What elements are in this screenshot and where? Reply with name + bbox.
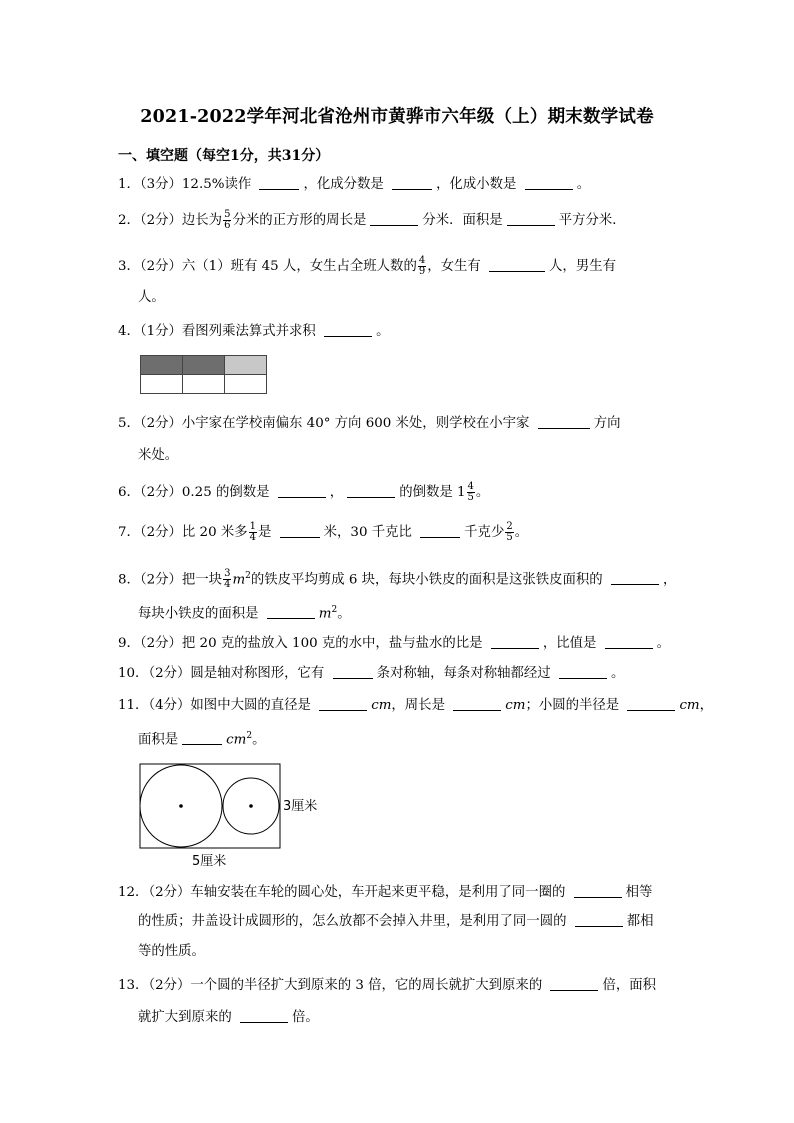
question-13: 13．（2分）一个圆的半径扩大到原来的 3 倍，它的周长就扩大到原来的 倍，面积 [118, 978, 657, 993]
answer-blank[interactable] [333, 664, 373, 679]
answer-blank[interactable] [182, 730, 222, 745]
bottom-label: 5厘米 [192, 854, 227, 869]
answer-blank[interactable] [370, 211, 418, 226]
fraction: $\frac{4}{5}$ [467, 481, 474, 503]
answer-blank[interactable] [575, 912, 623, 927]
large-circle-center [179, 804, 183, 808]
answer-blank[interactable] [525, 175, 573, 190]
question-8-cont: 每块小铁皮的面积是 $m^2$。 [138, 605, 351, 622]
question-12: 12．（2分）车轴安装在车轮的圆心处，车开起来更平稳，是利用了同一圈的 相等 [118, 885, 653, 900]
question-3: 3．（2分）六（1）班有 45 人，女生占全班人数的 $\frac{4}{9}$ ，女生有 人，男生有 [118, 255, 616, 277]
fraction: $\frac{4}{9}$ [418, 255, 426, 277]
question-7: 7．（2分）比 20 米多 $\frac{1}{4}$ 是 米，30 千克比 千克少 $\frac{2}{5}$ 。 [118, 521, 529, 543]
small-circle-center [249, 804, 253, 808]
answer-blank[interactable] [605, 634, 653, 649]
fraction: $\frac{1}{4}$ [249, 521, 256, 543]
answer-blank[interactable] [611, 570, 659, 585]
circles-figure [138, 762, 338, 868]
light-cell [224, 355, 267, 375]
fraction: $\frac{3}{4}$ [224, 568, 231, 591]
answer-blank[interactable] [574, 883, 622, 898]
question-10: 10．（2分）圆是轴对称图形，它有 条对称轴，每条对称轴都经过 。 [118, 666, 625, 681]
answer-blank[interactable] [392, 175, 432, 190]
empty-cell [182, 374, 225, 394]
answer-blank[interactable] [507, 211, 555, 226]
empty-cell [140, 374, 183, 394]
answer-blank[interactable] [627, 696, 675, 711]
fraction: $\frac{5}{6}$ [224, 209, 231, 231]
answer-blank[interactable] [420, 523, 460, 538]
page-title: 2021-2022学年河北省沧州市黄骅市六年级（上）期末数学试卷 [140, 107, 654, 127]
section-heading: 一、填空题（每空1分，共31分） [118, 148, 330, 164]
empty-cell [224, 374, 267, 394]
question-5-cont: 米处。 [138, 448, 179, 463]
answer-blank[interactable] [550, 976, 598, 991]
answer-blank[interactable] [278, 483, 326, 498]
answer-blank[interactable] [319, 696, 367, 711]
answer-blank[interactable] [559, 664, 607, 679]
question-12-cont: 的性质；井盖设计成圆形的，怎么放都不会掉入井里，是利用了同一圆的 都相 [138, 914, 654, 929]
shaded-cell [140, 355, 183, 375]
question-8: 8．（2分）把一块 $\frac{3}{4}$ $m^2$的铁皮平均剪成 6 块，每块小铁皮的面积是这张铁皮面积的 ， [118, 568, 677, 591]
question-5: 5．（2分）小宇家在学校南偏东 40° 方向 600 米处，则学校在小宇家 方向 [118, 416, 621, 431]
answer-blank[interactable] [453, 696, 501, 711]
bar-figure [140, 355, 272, 397]
answer-blank[interactable] [280, 523, 320, 538]
answer-blank[interactable] [324, 322, 372, 337]
answer-blank[interactable] [489, 257, 545, 272]
question-1: 1．（3分）12.5%读作 ，化成分数是 ，化成小数是 。 [118, 177, 591, 192]
answer-blank[interactable] [267, 604, 315, 619]
answer-blank[interactable] [491, 634, 539, 649]
answer-blank[interactable] [240, 1008, 288, 1023]
question-9: 9．（2分）把 20 克的盐放入 100 克的水中，盐与盐水的比是 ，比值是 。 [118, 636, 671, 651]
question-6: 6．（2分）0.25 的倒数是 ， 的倒数是 1 $\frac{4}{5}$ 。 [118, 481, 490, 503]
question-12-cont2: 等的性质。 [138, 944, 205, 959]
question-2: 2．（2分）边长为 $\frac{5}{6}$ 分米的正方形的周长是 分米．面积是 平方分米． [118, 209, 626, 231]
fraction: $\frac{2}{5}$ [506, 521, 513, 543]
question-11: 11．（4分）如图中大圆的直径是 cm，周长是 cm；小圆的半径是 cm， [118, 698, 714, 713]
question-4: 4．（1分）看图列乘法算式并求积 。 [118, 324, 390, 339]
question-3-cont: 人。 [138, 290, 165, 305]
answer-blank[interactable] [259, 175, 299, 190]
question-11-cont: 面积是 $cm^2$。 [138, 731, 266, 748]
side-label: 3厘米 [283, 799, 318, 814]
shaded-cell [182, 355, 225, 375]
answer-blank[interactable] [347, 483, 395, 498]
answer-blank[interactable] [538, 414, 590, 429]
question-13-cont: 就扩大到原来的 倍。 [138, 1010, 319, 1025]
